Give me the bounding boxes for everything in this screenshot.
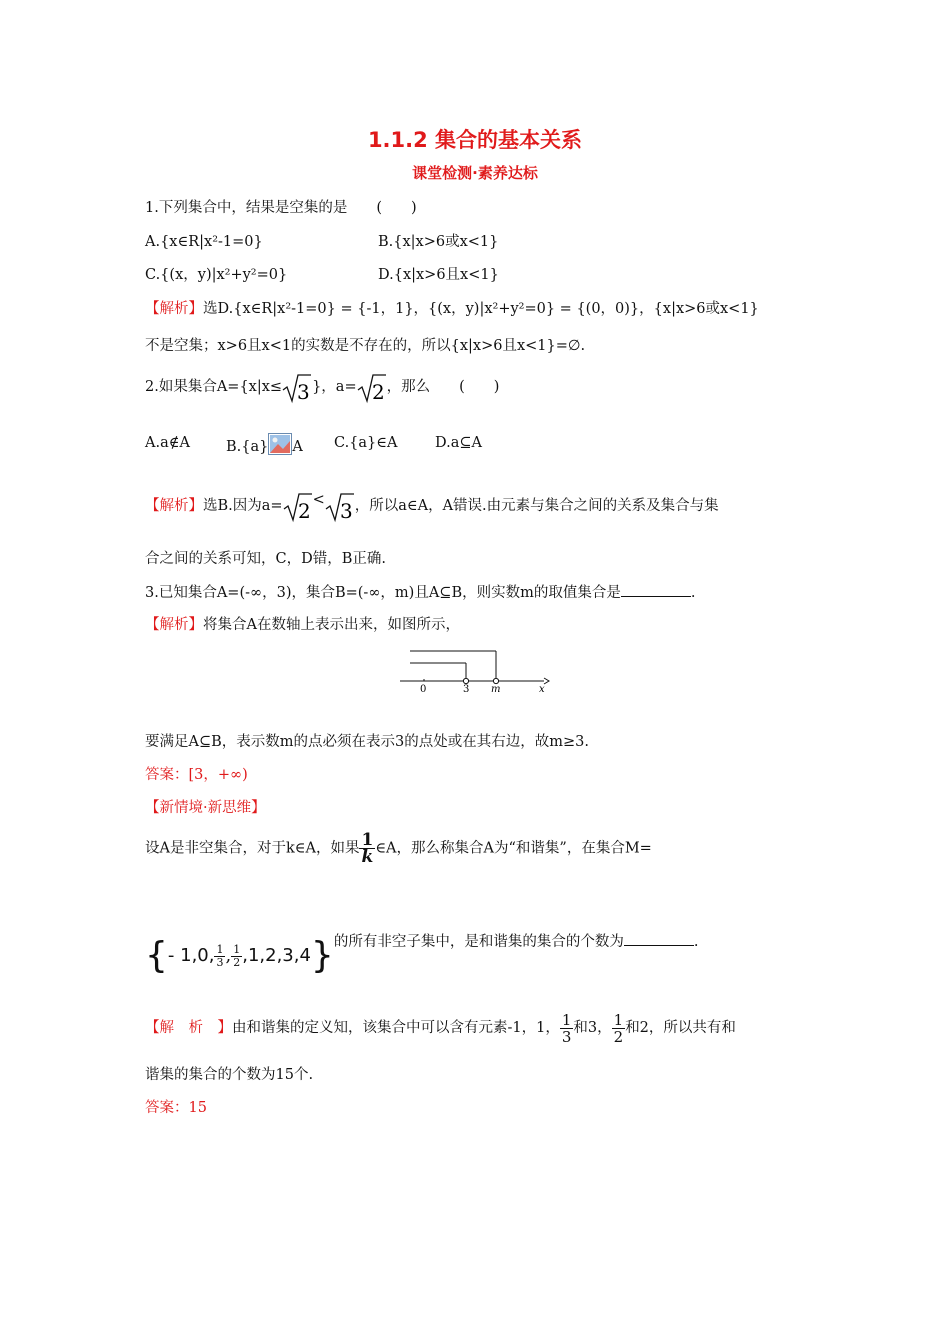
sqrt-2-radicand: 2 xyxy=(371,380,385,404)
fraction-one-third: $\frac{1}{3}$ xyxy=(216,942,224,969)
analysis-text-1: 由和谐集的定义知，该集合中可以含有元素-1，1， xyxy=(232,1020,560,1036)
q2-option-b-tail: A xyxy=(292,439,303,455)
q1-option-b: B.{x|x>6或x<1} xyxy=(378,234,499,250)
q2-stem xyxy=(145,372,499,402)
analysis-tag: 【解 析 】 xyxy=(145,1020,232,1036)
analysis-text: 将集合A在数轴上表示出来，如图所示， xyxy=(203,617,460,633)
sqrt-3-symbol xyxy=(282,372,312,402)
page-title: 1.1.2 集合的基本关系 xyxy=(367,128,583,152)
sqrt-3-symbol xyxy=(325,491,355,521)
q3-analysis-line2: 要满足A⊆B，表示数m的点必须在表示3的点处或在其右边，故m≥3. xyxy=(145,734,589,750)
set-open-brace: { xyxy=(145,935,168,976)
q1-analysis-line1 xyxy=(145,299,759,319)
q4-stem-part1: 设A是非空集合，对于k∈A，如果 xyxy=(145,840,360,857)
q3-stem xyxy=(145,582,695,603)
axis-label-zero: 0 xyxy=(420,684,427,694)
sqrt-3-radicand: 3 xyxy=(297,380,310,404)
q1-analysis-line2: 不是空集；x>6且x<1的实数是不存在的，所以{x|x>6且x<1}=∅. xyxy=(145,338,586,354)
q2-option-c: C.{a}∈A xyxy=(334,435,398,451)
q2-option-b xyxy=(226,433,303,461)
image-placeholder-icon xyxy=(268,433,292,461)
analysis-text-1: 选B.因为a= xyxy=(203,498,283,514)
less-than: < xyxy=(312,492,325,508)
analysis-tag: 【解析】 xyxy=(145,617,203,633)
q3-answer: 答案：[3，+∞) xyxy=(145,767,248,783)
q2-stem-part3: ，那么 ( ) xyxy=(386,379,500,395)
q3-stem-text: 3.已知集合A=(-∞，3)，集合B=(-∞，m)且A⊆B，则实数m的取值集合是 xyxy=(145,585,621,601)
axis-label-three: 3 xyxy=(463,684,470,694)
analysis-tag: 【解析】 xyxy=(145,301,203,317)
sqrt-2-symbol xyxy=(283,491,313,521)
q2-stem-part1: 2.如果集合A={x|x≤ xyxy=(145,379,283,395)
section-heading: 【新情境·新思维】 xyxy=(145,800,266,816)
q4-stem-line2: {- 1,0, $\frac{1}{3}$ , $\frac{1}{2}$ ,1,2,3,4}的所有非空子集中，是和谐集的集合的个数为 . xyxy=(145,922,698,976)
fraction-one-third: $\frac{1}{3}$ xyxy=(561,1010,572,1046)
axis-label-x: x xyxy=(539,684,545,694)
sqrt-3-radicand: 3 xyxy=(339,499,353,523)
q1-option-a: A.{x∈R|x²-1=0} xyxy=(145,234,263,250)
fraction-1-over-k: $\frac{1}{k}$ xyxy=(361,830,374,867)
set-close-brace: } xyxy=(310,935,334,976)
q4-analysis-line1 xyxy=(145,1010,736,1046)
q3-analysis-line1 xyxy=(145,615,460,635)
analysis-text: 选D.{x∈R|x²-1=0} = {-1，1}，{(x，y)|x²+y²=0} = {(0，0)}，{x|x>6或x<1} xyxy=(203,301,759,317)
q2-stem-part2: }，a= xyxy=(312,379,357,395)
q1-stem: 1.下列集合中，结果是空集的是 ( ) xyxy=(145,200,417,216)
q2-option-d: D.a⊆A xyxy=(435,435,482,451)
q4-stem-part3: 的所有非空子集中，是和谐集的集合的个数为 xyxy=(333,934,624,950)
q4-stem-part2: ∈A，那么称集合A为“和谐集”，在集合M= xyxy=(375,840,652,857)
set-items: - 1,0, xyxy=(167,945,215,966)
answer-blank xyxy=(624,931,694,946)
analysis-text-2: 和3， xyxy=(573,1020,612,1036)
q4-answer: 答案：15 xyxy=(145,1100,207,1116)
axis-label-m: m xyxy=(491,684,501,694)
fraction-one-half: $\frac{1}{2}$ xyxy=(613,1010,624,1046)
q2-option-b-text: B.{a} xyxy=(226,439,269,455)
sqrt-2-symbol xyxy=(357,372,387,402)
number-line-figure xyxy=(398,648,550,698)
q2-analysis-line1 xyxy=(145,490,719,521)
page-subtitle: 课堂检测·素养达标 xyxy=(412,164,538,182)
analysis-tag: 【解析】 xyxy=(145,498,203,514)
q2-analysis-line2: 合之间的关系可知，C，D错，B正确. xyxy=(145,551,386,567)
q2-option-a: A.a∉A xyxy=(145,435,190,451)
q4-stem-line1 xyxy=(145,832,652,865)
q4-stem-end: . xyxy=(693,934,699,950)
set-rest: ,1,2,3,4 xyxy=(242,945,311,966)
q4-analysis-line2: 谐集的集合的个数为15个. xyxy=(145,1067,314,1083)
answer-blank xyxy=(621,582,691,597)
analysis-text-2: ，所以a∈A，A错误.由元素与集合之间的关系及集合与集 xyxy=(354,498,719,514)
fraction-one-half: $\frac{1}{2}$ xyxy=(233,942,241,969)
q1-option-d: D.{x|x>6且x<1} xyxy=(378,267,499,283)
q3-stem-end: . xyxy=(690,585,696,601)
sqrt-2-radicand: 2 xyxy=(297,499,311,523)
q1-option-c: C.{(x，y)|x²+y²=0} xyxy=(145,267,288,283)
analysis-text-3: 和2，所以共有和 xyxy=(625,1020,736,1036)
